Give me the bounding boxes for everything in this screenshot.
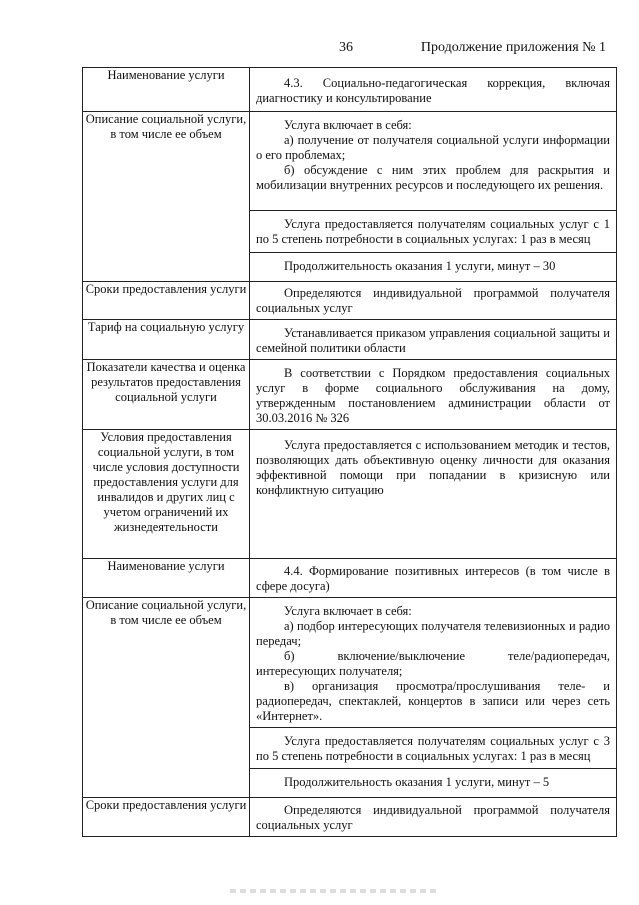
table-row xyxy=(83,430,617,559)
services-table xyxy=(82,67,617,837)
table-row xyxy=(83,320,617,360)
service-description xyxy=(250,598,616,727)
service-tariff: Устанавливается приказом управления социальной защиты и семейной политики области xyxy=(256,326,610,355)
description-item-b: б) включение/выключение теле/радиопередач, интересующих получателя; xyxy=(256,649,610,678)
service-conditions: Услуга предоставляется с использованием методик и тестов, позволяющих дать объективную оценку личности для оказания эффективной помощи при попадании в кризисную или конфликтную ситуацию xyxy=(256,438,610,497)
scan-artifact xyxy=(230,889,440,893)
row-label: Условия предоставления социальной услуги, в том числе условия доступности предоставления услуги для инвалидов и других лиц с учетом ограничений их жизнедеятельности xyxy=(83,430,250,559)
table-row xyxy=(83,112,617,211)
table-row xyxy=(83,360,617,430)
row-label: Наименование услуги xyxy=(83,559,250,598)
quality-indicators: В соответствии с Порядком предоставления социальных услуг в форме социального обслуживания на дому, утвержденным постановлением администрации области от 30.03.2016 № 326 xyxy=(256,366,610,425)
row-label: Показатели качества и оценка результатов предоставления социальной услуги xyxy=(83,360,250,430)
description-item-a: а) получение от получателя социальной услуги информации о его проблемах; xyxy=(256,133,610,162)
description-item-c: в) организация просмотра/прослушивания теле- и радиопередач, спектаклей, концертов в записи или через сеть «Интернет». xyxy=(256,679,610,723)
row-label: Наименование услуги xyxy=(83,68,250,112)
description-item-a: а) подбор интересующих получателя телевизионных и радио передач; xyxy=(256,619,610,648)
row-label: Описание социальной услуги, в том числе ее объем xyxy=(83,598,250,798)
table-row xyxy=(83,282,617,320)
service-terms: Определяются индивидуальной программой получателя социальных услуг xyxy=(256,286,610,315)
description-intro: Услуга включает в себя: xyxy=(284,118,412,132)
service-name-4-4: 4.4. Формирование позитивных интересов (в том числе в сфере досуга) xyxy=(256,564,610,593)
appendix-continuation-label: Продолжение приложения № 1 xyxy=(420,40,606,55)
service-duration: Продолжительность оказания 1 услуги, минут – 30 xyxy=(284,259,556,273)
service-duration: Продолжительность оказания 1 услуги, минут – 5 xyxy=(284,775,550,789)
service-frequency: Услуга предоставляется получателям социальных услуг с 1 по 5 степень потребности в социальных услугах: 1 раз в месяц xyxy=(256,217,610,246)
service-name-4-3: 4.3. Социально-педагогическая коррекция, включая диагностику и консультирование xyxy=(256,76,610,105)
table-row xyxy=(83,68,617,112)
table-row xyxy=(83,559,617,598)
service-frequency: Услуга предоставляется получателям социальных услуг с 3 по 5 степень потребности в социальных услугах: 1 раз в месяц xyxy=(256,734,610,763)
description-item-b: б) обсуждение с ним этих проблем для раскрытия и мобилизации внутренних ресурсов и последующего их решения. xyxy=(256,163,610,192)
page-number: 36 xyxy=(339,40,353,55)
service-terms: Определяются индивидуальной программой получателя социальных услуг xyxy=(256,803,610,832)
table-row xyxy=(83,598,617,728)
row-label: Сроки предоставления услуги xyxy=(83,798,250,837)
service-description xyxy=(250,112,616,196)
table-row xyxy=(83,798,617,837)
description-intro: Услуга включает в себя: xyxy=(284,604,412,618)
row-label: Описание социальной услуги, в том числе ее объем xyxy=(83,112,250,282)
row-label: Тариф на социальную услугу xyxy=(83,320,250,360)
row-label: Сроки предоставления услуги xyxy=(83,282,250,320)
